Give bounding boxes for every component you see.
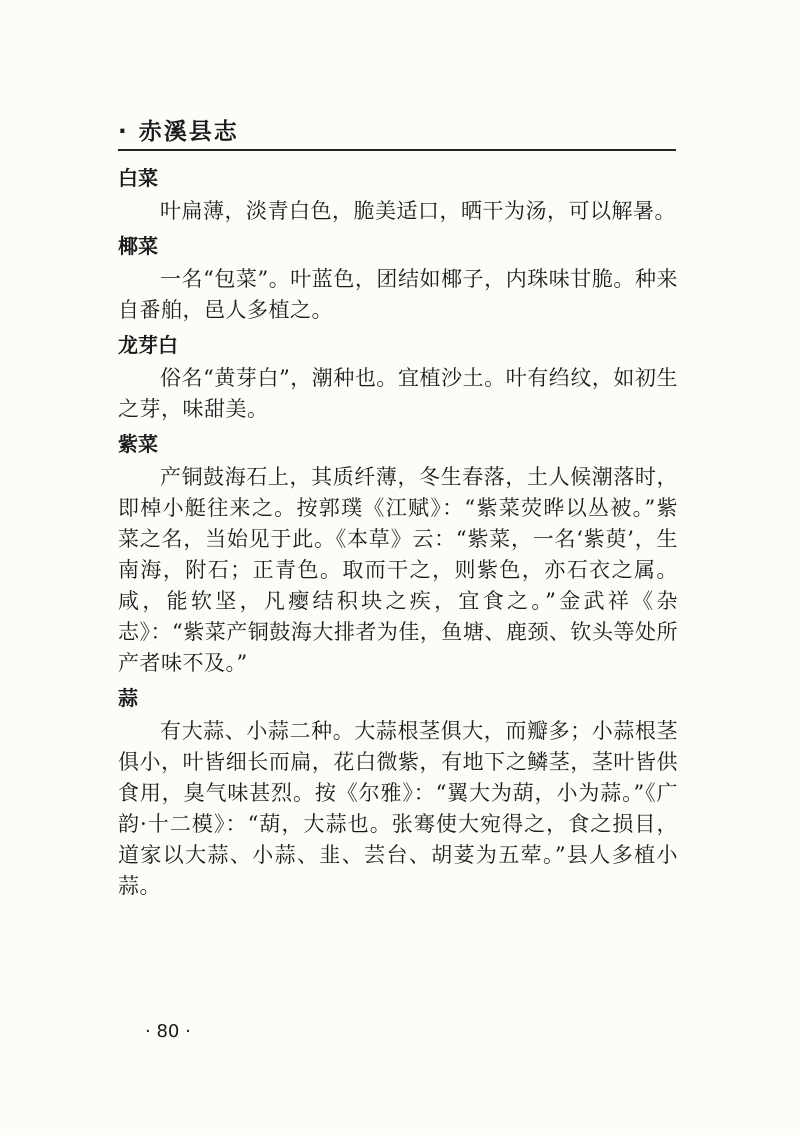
- entry-title: 蒜: [118, 686, 138, 710]
- page-number: · 80 ·: [145, 1021, 191, 1042]
- entry-title: 龙芽白: [118, 333, 178, 357]
- entry-title: 椰菜: [118, 234, 158, 258]
- entry-title: 紫菜: [118, 432, 158, 456]
- entry-baicai: [118, 163, 678, 227]
- entry-text: 有大蒜、小蒜二种。大蒜根茎俱大，而瓣多；小蒜根茎俱小，叶皆细长而扁，花白微紫，有地下之鳞茎，茎叶皆供食用，臭气味甚烈。按《尔雅》：“翼大为葫，小为蒜。”《广韵·十二模》：“葫，大蒜也。张骞使大宛得之，食之损目，道家以大蒜、小蒜、韭、芸台、胡荽为五荤。”县人多植小蒜。: [118, 719, 678, 898]
- page-content: [118, 163, 678, 906]
- entry-text: 产铜鼓海石上，其质纤薄，冬生春落，土人候潮落时，即棹小艇往来之。按郭璞《江赋》：“紫菜荧晔以丛被。”紫菜之名，当始见于此。《本草》云：“紫菜，一名‘紫萸’，生南海，附石；正青色。取而干之，则紫色，亦石衣之属。咸，能软坚，凡瘿结积块之疾，宜食之。”金武祥《杂志》：“紫菜产铜鼓海大排者为佳，鱼塘、鹿颈、钦头等处所产者味不及。”: [118, 465, 678, 675]
- entry-text: 俗名“黄芽白”，潮种也。宜植沙土。叶有绉纹，如初生之芽，味甜美。: [118, 366, 678, 421]
- header-title: · 赤溪县志: [118, 119, 239, 145]
- entry-text: 叶扁薄，淡青白色，脆美适口，晒干为汤，可以解暑。: [160, 199, 676, 223]
- entry-yecai: [118, 231, 678, 326]
- entry-title: 白菜: [118, 166, 158, 190]
- entry-suan: [118, 683, 678, 902]
- entry-longyabai: [118, 330, 678, 425]
- entry-zicai: [118, 429, 678, 679]
- entry-text: 一名“包菜”。叶蓝色，团结如椰子，内珠味甘脆。种来自番舶，邑人多植之。: [118, 267, 678, 322]
- running-header: [118, 117, 676, 151]
